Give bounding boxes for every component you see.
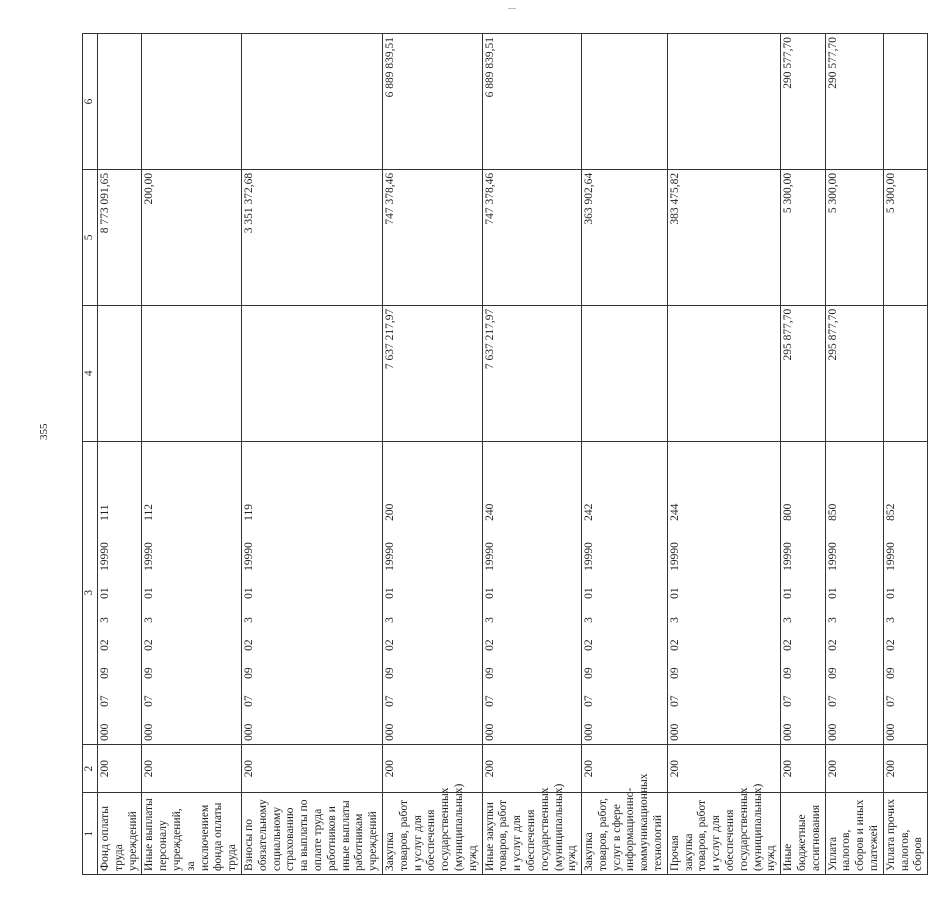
row-classification-code <box>883 441 927 744</box>
row-source-code: 200 <box>482 744 582 793</box>
code-segment: 07 <box>668 695 681 707</box>
table-row <box>241 34 382 875</box>
table-row <box>667 34 780 875</box>
row-classification-code <box>781 441 825 744</box>
row-amount-col6 <box>98 34 142 170</box>
row-classification-code <box>98 441 142 744</box>
row-amount-col4 <box>883 305 927 441</box>
code-segment: 19990 <box>242 542 255 571</box>
code-segment: 3 <box>668 617 681 623</box>
code-segment: 3 <box>242 617 255 623</box>
table-row <box>482 34 582 875</box>
row-amount-col4 <box>667 305 780 441</box>
row-amount-col6 <box>142 34 242 170</box>
code-segment: 3 <box>143 617 156 623</box>
code-segment: 09 <box>668 667 681 679</box>
code-segment: 000 <box>668 723 681 741</box>
table-row <box>883 34 927 875</box>
code-segment: 09 <box>782 667 795 679</box>
code-segment: 02 <box>668 639 681 651</box>
row-classification-code <box>825 441 883 744</box>
code-segment: 09 <box>583 667 596 679</box>
scan-mark <box>508 8 516 9</box>
code-segment: 01 <box>383 587 396 599</box>
rotated-table-container <box>82 33 925 875</box>
row-amount-col4: 7 637 217,97 <box>482 305 582 441</box>
budget-table <box>82 33 928 875</box>
column-number: 3 <box>83 441 98 744</box>
code-segment: 19990 <box>782 542 795 571</box>
table-row <box>781 34 825 875</box>
row-amount-col4: 7 637 217,97 <box>382 305 482 441</box>
code-segment: 02 <box>826 639 839 651</box>
row-source-code: 200 <box>241 744 382 793</box>
column-number: 1 <box>83 793 98 875</box>
code-segment: 3 <box>99 617 111 623</box>
code-segment: 800 <box>782 503 795 521</box>
code-segment: 3 <box>782 617 795 623</box>
row-amount-col4 <box>241 305 382 441</box>
code-segment: 09 <box>99 667 111 679</box>
code-segment: 02 <box>483 639 496 651</box>
code-segment: 3 <box>583 617 596 623</box>
row-classification-code <box>482 441 582 744</box>
row-name: Иные закупки товаров, работ и услуг для обеспечения государственных (муниципальных) нужд <box>482 793 582 875</box>
row-amount-col6: 6 889 839,51 <box>382 34 482 170</box>
row-amount-col6: 6 889 839,51 <box>482 34 582 170</box>
code-segment: 07 <box>99 695 111 707</box>
code-segment: 09 <box>242 667 255 679</box>
code-segment: 242 <box>583 503 596 521</box>
row-amount-col5: 383 475,82 <box>667 169 780 305</box>
code-segment: 01 <box>782 587 795 599</box>
row-amount-col4 <box>582 305 668 441</box>
code-segment: 01 <box>583 587 596 599</box>
row-name: Закупка товаров, работ, услуг в сфере информационно-коммуникационных технологий <box>582 793 668 875</box>
code-segment: 07 <box>143 695 156 707</box>
code-segment: 000 <box>483 723 496 741</box>
code-segment: 19990 <box>884 542 897 571</box>
code-segment: 3 <box>483 617 496 623</box>
code-segment: 19990 <box>483 542 496 571</box>
code-segment: 07 <box>483 695 496 707</box>
table-row <box>142 34 242 875</box>
row-source-code: 200 <box>825 744 883 793</box>
code-segment: 200 <box>383 503 396 521</box>
page-number: 355 <box>38 423 50 440</box>
row-name: Иные выплаты персоналу учреждений, за исключением фонда оплаты труда <box>142 793 242 875</box>
code-segment: 19990 <box>99 542 111 571</box>
row-amount-col4 <box>98 305 142 441</box>
row-name: Уплата налогов, сборов и иных платежей <box>825 793 883 875</box>
code-segment: 01 <box>826 587 839 599</box>
row-amount-col5: 200,00 <box>142 169 242 305</box>
row-amount-col5: 747 378,46 <box>482 169 582 305</box>
code-segment: 000 <box>884 723 897 741</box>
code-segment: 244 <box>668 503 681 521</box>
row-amount-col5: 747 378,46 <box>382 169 482 305</box>
row-amount-col5: 5 300,00 <box>825 169 883 305</box>
row-name: Иные бюджетные ассигнования <box>781 793 825 875</box>
code-segment: 02 <box>242 639 255 651</box>
code-segment: 3 <box>383 617 396 623</box>
code-segment: 01 <box>99 587 111 599</box>
code-segment: 19990 <box>583 542 596 571</box>
row-source-code: 200 <box>142 744 242 793</box>
code-segment: 02 <box>884 639 897 651</box>
code-segment: 07 <box>242 695 255 707</box>
code-segment: 19990 <box>668 542 681 571</box>
code-segment: 01 <box>483 587 496 599</box>
code-segment: 09 <box>884 667 897 679</box>
code-segment: 02 <box>99 639 111 651</box>
code-segment: 240 <box>483 503 496 521</box>
row-source-code: 200 <box>582 744 668 793</box>
code-segment: 119 <box>242 504 255 521</box>
row-classification-code <box>582 441 668 744</box>
code-segment: 000 <box>99 723 111 741</box>
row-source-code: 200 <box>781 744 825 793</box>
code-segment: 01 <box>668 587 681 599</box>
code-segment: 07 <box>826 695 839 707</box>
row-amount-col6: 290 577,70 <box>781 34 825 170</box>
code-segment: 02 <box>782 639 795 651</box>
code-segment: 19990 <box>143 542 156 571</box>
row-source-code: 200 <box>883 744 927 793</box>
row-amount-col6 <box>241 34 382 170</box>
row-classification-code <box>382 441 482 744</box>
row-name: Взносы по обязательному социальному страхованию на выплаты по оплате труда работников и иные выплаты работникам учреждений <box>241 793 382 875</box>
code-segment: 09 <box>826 667 839 679</box>
row-source-code: 200 <box>98 744 142 793</box>
row-name: Закупка товаров, работ и услуг для обеспечения государственных (муниципальных) нужд <box>382 793 482 875</box>
table-row <box>825 34 883 875</box>
row-amount-col5: 363 902,64 <box>582 169 668 305</box>
row-classification-code <box>241 441 382 744</box>
row-classification-code <box>142 441 242 744</box>
code-segment: 07 <box>383 695 396 707</box>
code-segment: 09 <box>483 667 496 679</box>
code-segment: 19990 <box>826 542 839 571</box>
code-segment: 19990 <box>383 542 396 571</box>
row-name: Фонд оплаты труда учреждений <box>98 793 142 875</box>
code-segment: 3 <box>826 617 839 623</box>
row-amount-col5: 5 300,00 <box>883 169 927 305</box>
code-segment: 000 <box>826 723 839 741</box>
row-amount-col6 <box>667 34 780 170</box>
code-segment: 112 <box>143 504 156 521</box>
code-segment: 01 <box>884 587 897 599</box>
column-number: 2 <box>83 744 98 793</box>
code-segment: 000 <box>143 723 156 741</box>
code-segment: 07 <box>782 695 795 707</box>
code-segment: 07 <box>884 695 897 707</box>
row-name: Прочая закупка товаров, работ и услуг для обеспечения государственных (муниципальных) нужд <box>667 793 780 875</box>
code-segment: 000 <box>383 723 396 741</box>
row-amount-col6 <box>582 34 668 170</box>
code-segment: 09 <box>143 667 156 679</box>
code-segment: 02 <box>143 639 156 651</box>
row-amount-col6 <box>883 34 927 170</box>
column-number-row <box>83 34 98 875</box>
code-segment: 000 <box>242 723 255 741</box>
code-segment: 000 <box>782 723 795 741</box>
code-segment: 111 <box>99 504 111 521</box>
row-amount-col4: 295 877,70 <box>781 305 825 441</box>
column-number: 6 <box>83 34 98 170</box>
row-amount-col4: 295 877,70 <box>825 305 883 441</box>
row-amount-col4 <box>142 305 242 441</box>
code-segment: 01 <box>143 587 156 599</box>
code-segment: 01 <box>242 587 255 599</box>
code-segment: 02 <box>383 639 396 651</box>
row-amount-col5: 3 351 372,68 <box>241 169 382 305</box>
table-row <box>382 34 482 875</box>
row-name: Уплата прочих налогов, сборов <box>883 793 927 875</box>
column-number: 5 <box>83 169 98 305</box>
row-amount-col5: 5 300,00 <box>781 169 825 305</box>
code-segment: 07 <box>583 695 596 707</box>
row-classification-code <box>667 441 780 744</box>
row-source-code: 200 <box>667 744 780 793</box>
code-segment: 09 <box>383 667 396 679</box>
table-row <box>98 34 142 875</box>
row-amount-col6: 290 577,70 <box>825 34 883 170</box>
code-segment: 850 <box>826 503 839 521</box>
row-amount-col5: 8 773 091,65 <box>98 169 142 305</box>
code-segment: 000 <box>583 723 596 741</box>
row-source-code: 200 <box>382 744 482 793</box>
code-segment: 02 <box>583 639 596 651</box>
column-number: 4 <box>83 305 98 441</box>
code-segment: 3 <box>884 617 897 623</box>
code-segment: 852 <box>884 503 897 521</box>
table-row <box>582 34 668 875</box>
